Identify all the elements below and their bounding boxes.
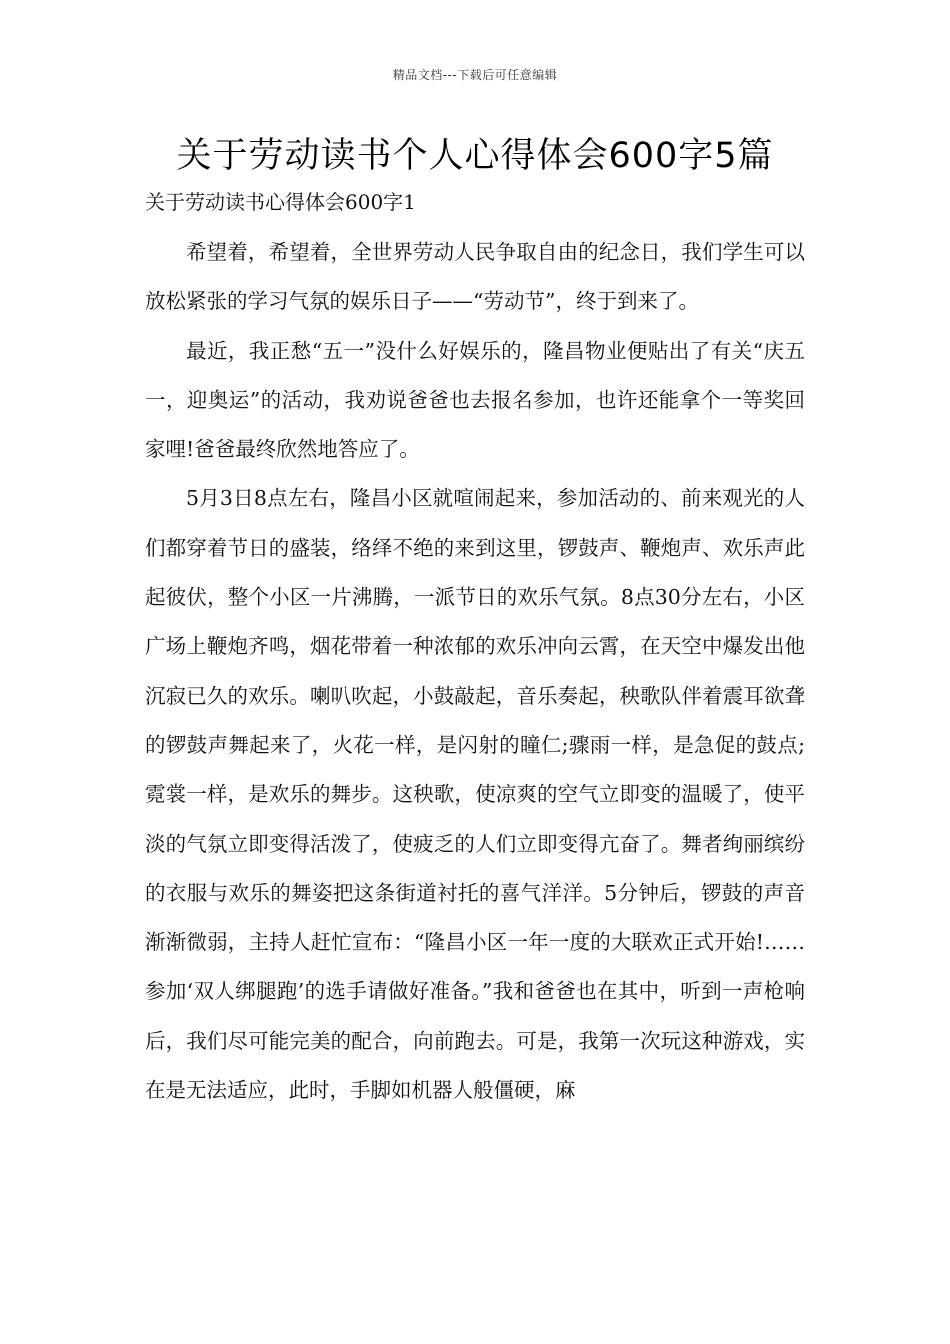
document-title: 关于劳动读书个人心得体会600字5篇 <box>176 136 774 176</box>
section-subtitle: 关于劳动读书心得体会600字1 <box>145 190 416 214</box>
body-text <box>145 228 805 1115</box>
paragraph-3: 5月3日8点左右，隆昌小区就喧闹起来，参加活动的、前来观光的人们都穿着节日的盛装，络绎不绝的来到这里，锣鼓声、鞭炮声、欢乐声此起彼伏，整个小区一片沸腾，一派节日的欢乐气氛。8点30分左右，小区广场上鞭炮齐鸣，烟花带着一种浓郁的欢乐冲向云霄，在天空中爆发出他沉寂已久的欢乐。喇叭吹起，小鼓敲起，音乐奏起，秧歌队伴着震耳欲聋的锣鼓声舞起来了，火花一样，是闪射的瞳仁;骤雨一样，是急促的鼓点;霓裳一样，是欢乐的舞步。这秧歌，使凉爽的空气立即变的温暖了，使平淡的气氛立即变得活泼了，使疲乏的人们立即变得亢奋了。舞者绚丽缤纷的衣服与欢乐的舞姿把这条街道衬托的喜气洋洋。5分钟后，锣鼓的声音渐渐微弱，主持人赶忙宣布：“隆昌小区一年一度的大联欢正式开始!……参加‘双人绑腿跑’的选手请做好准备。”我和爸爸也在其中，听到一声枪响后，我们尽可能完美的配合，向前跑去。可是，我第一次玩这种游戏，实在是无法适应，此时，手脚如机器人般僵硬，麻 <box>145 486 805 1103</box>
header-note: 精品文档---下载后可任意编辑 <box>392 68 558 82</box>
paragraph-1: 希望着，希望着，全世界劳动人民争取自由的纪念日，我们学生可以放松紧张的学习气氛的娱乐日子——“劳动节”，终于到来了。 <box>145 240 805 314</box>
paragraph-2: 最近，我正愁“五一”没什么好娱乐的，隆昌物业便贴出了有关“庆五一，迎奥运”的活动，我劝说爸爸也去报名参加，也许还能拿个一等奖回家哩!爸爸最终欣然地答应了。 <box>145 338 805 462</box>
